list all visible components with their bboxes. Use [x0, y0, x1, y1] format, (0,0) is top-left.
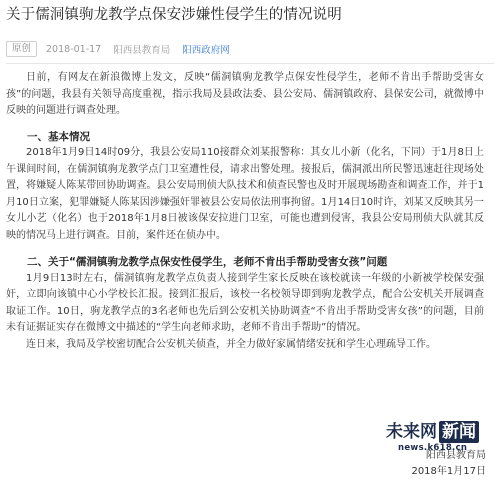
article-title: 关于儒洞镇驹龙教学点保安涉嫌性侵学生的情况说明	[6, 7, 342, 23]
teachers-issue-paragraph: 1月9日13时左右，儒洞镇驹龙教学点负责人接到学生家长反映在该校就读一年级的小新被学校保安强奸，立即向该镇中心小学校长汇报。接到汇报后，该校一名校领导即到驹龙教学点，配合公安机关开展调查取证工作。10日，驹龙教学点的3名老师也先后到公安机关协助调查“不肯出手帮助受害女孩”的问题，目前未有证据证实存在微博文中描述的“学生向老师求助，老师不肯出手帮助”的情况。	[6, 272, 484, 333]
closing-paragraph: 连日来，我局及学校密切配合公安机关侦查，并全力做好家属情绪安抚和学生心理疏导工作。	[26, 338, 436, 350]
intro-paragraph: 日前，有网友在新浪微博上发文，反映“儒洞镇驹龙教学点保安性侵学生，老师不肯出手帮助受害女孩”的问题，我县有关领导高度重视，指示我局及县政法委、县公安局、儒洞镇政府、县保安公司，就微博中反映的问题进行调查处理。	[6, 72, 484, 116]
signature-date: 2018年1月17日	[411, 466, 486, 477]
watermark-brand: 未来网	[386, 422, 437, 442]
section-heading-basic: 一、基本情况	[27, 130, 90, 143]
basic-situation-paragraph: 2018年1月9日14时09分，我县公安局110接群众刘某报警称：其女儿小新（化名，下同）于1月8日上午课间时间，在儒洞镇驹龙教学点门卫室遭性侵，请求出警处理。接报后，儒洞派出所民警迅速赶往现场处置，将嫌疑人陈某带回协助调查。县公安局刑侦大队技术和侦查民警也及时开展现场勘查和调查工作，并于1月10日立案，犯罪嫌疑人陈某因涉嫌强奸罪被县公安局依法刑事拘留。1月14日10时许，刘某又反映其另一女儿小艺（化名）也于2018年1月8日被该保安拉进门卫室，可能也遭到侵害，我县公安局刑侦大队就其反映的情况马上进行调查。目前，案件还在侦办中。	[6, 147, 484, 241]
publish-date: 2018-01-17	[46, 43, 102, 55]
signature-org: 阳西县教育局	[426, 450, 486, 461]
article-body	[6, 70, 484, 353]
article-source: 阳西县教育局	[113, 45, 171, 56]
government-site-link[interactable]: 阳西政府网	[182, 45, 230, 56]
signature-block	[411, 448, 486, 480]
original-tag: 原创	[6, 41, 37, 57]
article-meta	[6, 41, 230, 57]
header-divider	[6, 63, 494, 64]
section-heading-teachers: 二、关于“儒洞镇驹龙教学点保安性侵学生，老师不肯出手帮助受害女孩”问题	[27, 256, 388, 268]
watermark-news-box: 新闻	[439, 421, 479, 443]
watermark-url: news.k618.cn	[398, 443, 468, 453]
